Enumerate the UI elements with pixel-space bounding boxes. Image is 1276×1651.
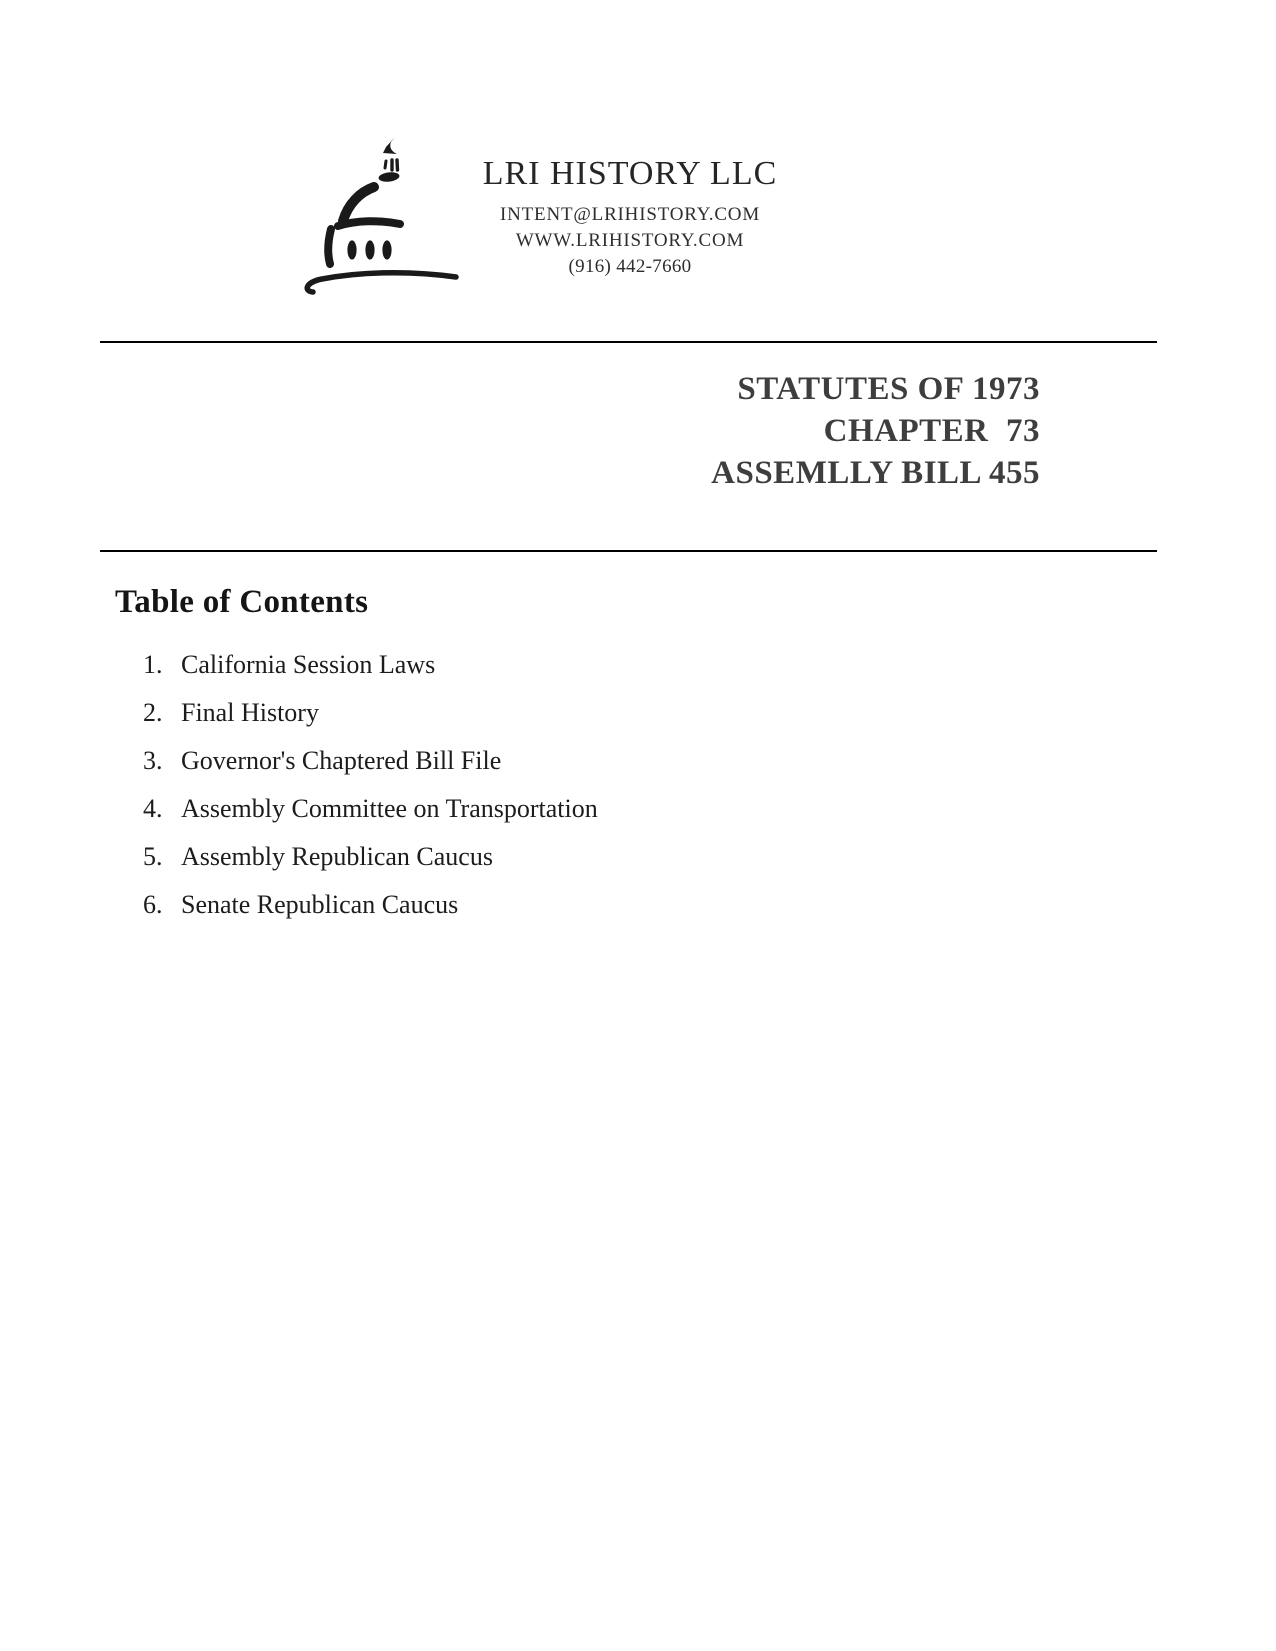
toc-item-3 <box>143 747 1276 774</box>
toc-item-6 <box>143 891 1276 918</box>
logo-window-1 <box>347 240 356 259</box>
chapter-line: CHAPTER 73 <box>823 413 1040 449</box>
company-phone: (916) 442-7660 <box>568 256 692 277</box>
logo-lantern <box>378 171 400 183</box>
toc-item-number: 3. <box>143 746 163 775</box>
toc-heading: Table of Contents <box>115 584 369 620</box>
logo-flame <box>383 137 397 154</box>
toc-item-label: Governor's Chaptered Bill File <box>181 746 502 775</box>
company-email: INTENT@LRIHISTORY.COM <box>499 204 761 225</box>
middle-divider <box>100 550 1157 552</box>
company-name: LRI HISTORY LLC <box>482 155 778 192</box>
statutes-year-line: STATUTES OF 1973 <box>737 371 1040 407</box>
top-divider <box>100 341 1157 343</box>
toc-item-number: 6. <box>143 890 163 919</box>
logo-base-swoosh <box>307 273 456 292</box>
assembly-bill-line: ASSEMLLY BILL 455 <box>711 455 1040 491</box>
toc-item-5 <box>143 843 1276 870</box>
toc-item-label: Assembly Republican Caucus <box>181 842 493 871</box>
logo-drum-top <box>338 221 400 226</box>
toc-item-2 <box>143 699 1276 726</box>
toc-item-1 <box>143 651 1276 678</box>
toc-list <box>143 651 1276 918</box>
toc-item-label: California Session Laws <box>181 650 436 679</box>
capitol-dome-logo <box>290 125 460 295</box>
toc-item-number: 1. <box>143 650 163 679</box>
logo-left-wall <box>328 229 331 264</box>
logo-tick-3 <box>397 160 398 170</box>
logo-window-3 <box>382 240 391 259</box>
logo-window-2 <box>365 240 374 259</box>
company-info <box>480 125 780 295</box>
statute-title-block <box>0 368 1040 494</box>
toc-item-number: 2. <box>143 698 163 727</box>
toc-item-number: 4. <box>143 794 163 823</box>
toc-item-label: Final History <box>181 698 319 727</box>
company-website: WWW.LRIHISTORY.COM <box>515 230 745 251</box>
letterhead <box>290 125 1276 295</box>
logo-dome-stroke <box>343 187 374 221</box>
toc-item-label: Senate Republican Caucus <box>181 890 459 919</box>
toc-item-4 <box>143 795 1276 822</box>
logo-tick-1 <box>385 161 386 168</box>
toc-item-label: Assembly Committee on Transportation <box>181 794 598 823</box>
toc-item-number: 5. <box>143 842 163 871</box>
